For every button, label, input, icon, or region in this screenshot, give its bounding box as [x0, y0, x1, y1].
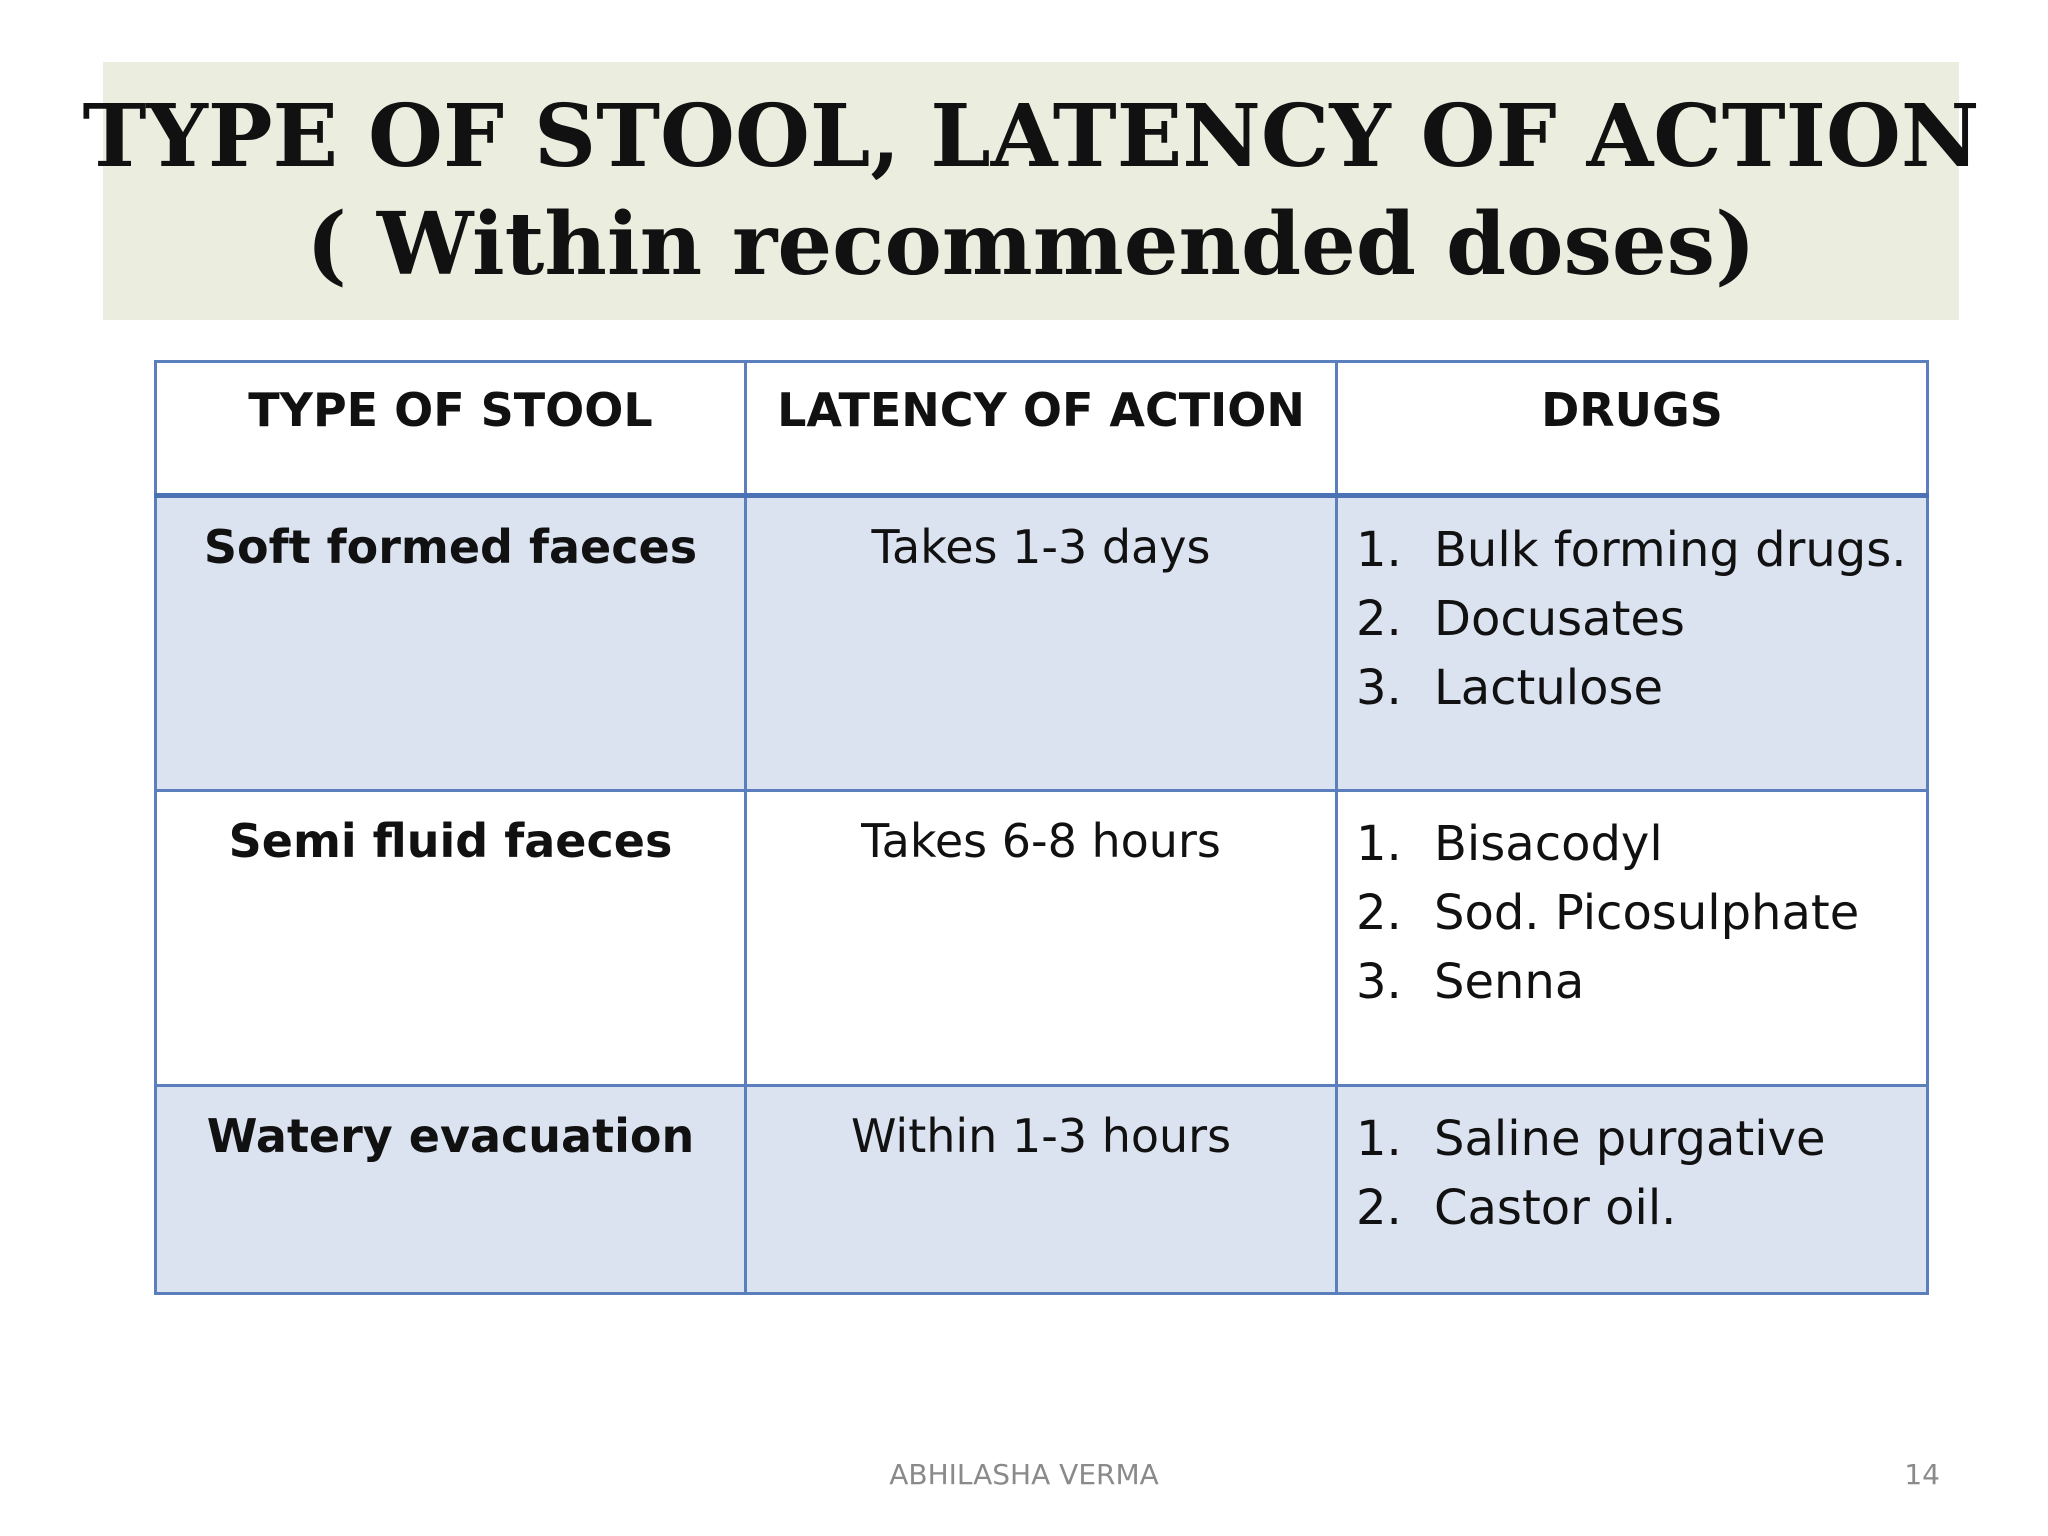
drug-list-item	[1356, 1174, 1926, 1243]
drug-list-item	[1356, 948, 1926, 1017]
table-row	[156, 496, 1928, 791]
drugs-cell	[1337, 496, 1928, 791]
drugs-cell	[1337, 1086, 1928, 1294]
drug-number: 3.	[1356, 954, 1402, 1010]
drug-list-item	[1356, 516, 1926, 585]
drug-name: Castor oil.	[1434, 1180, 1677, 1236]
slide-title-line-1: TYPE OF STOOL, LATENCY OF ACTION	[82, 86, 1980, 187]
drug-name: Docusates	[1434, 591, 1685, 647]
drug-number: 1.	[1356, 816, 1402, 872]
drug-name: Bulk forming drugs.	[1434, 522, 1907, 578]
stool-type-cell: Semi fluid faeces	[156, 791, 746, 1086]
drug-name: Bisacodyl	[1434, 816, 1663, 872]
drug-number: 2.	[1356, 591, 1402, 647]
header-latency-of-action: LATENCY OF ACTION	[746, 362, 1337, 496]
drug-name: Lactulose	[1434, 660, 1664, 716]
footer-author: ABHILASHA VERMA	[889, 1458, 1159, 1491]
drug-number: 1.	[1356, 1111, 1402, 1167]
drug-number: 3.	[1356, 660, 1402, 716]
latency-cell: Takes 6-8 hours	[746, 791, 1337, 1086]
latency-cell: Takes 1-3 days	[746, 496, 1337, 791]
page-number: 14	[1904, 1458, 1940, 1491]
drug-name: Saline purgative	[1434, 1111, 1826, 1167]
table-header-row	[156, 362, 1928, 496]
stool-latency-table	[154, 360, 1929, 1295]
drug-number: 1.	[1356, 522, 1402, 578]
header-drugs: DRUGS	[1337, 362, 1928, 496]
drug-list-item	[1356, 1105, 1926, 1174]
drug-list-item	[1356, 810, 1926, 879]
latency-cell: Within 1-3 hours	[746, 1086, 1337, 1294]
slide-title-line-2: ( Within recommended doses)	[306, 194, 1756, 295]
table-row	[156, 791, 1928, 1086]
drug-list-item	[1356, 585, 1926, 654]
stool-type-cell: Watery evacuation	[156, 1086, 746, 1294]
drug-number: 2.	[1356, 1180, 1402, 1236]
drug-list-item	[1356, 654, 1926, 723]
title-band	[82, 62, 1980, 320]
drugs-cell	[1337, 791, 1928, 1086]
stool-type-cell: Soft formed faeces	[156, 496, 746, 791]
header-type-of-stool: TYPE OF STOOL	[156, 362, 746, 496]
drug-name: Sod. Picosulphate	[1434, 885, 1860, 941]
drug-list-item	[1356, 879, 1926, 948]
table-row	[156, 1086, 1928, 1294]
drug-name: Senna	[1434, 954, 1585, 1010]
drug-number: 2.	[1356, 885, 1402, 941]
